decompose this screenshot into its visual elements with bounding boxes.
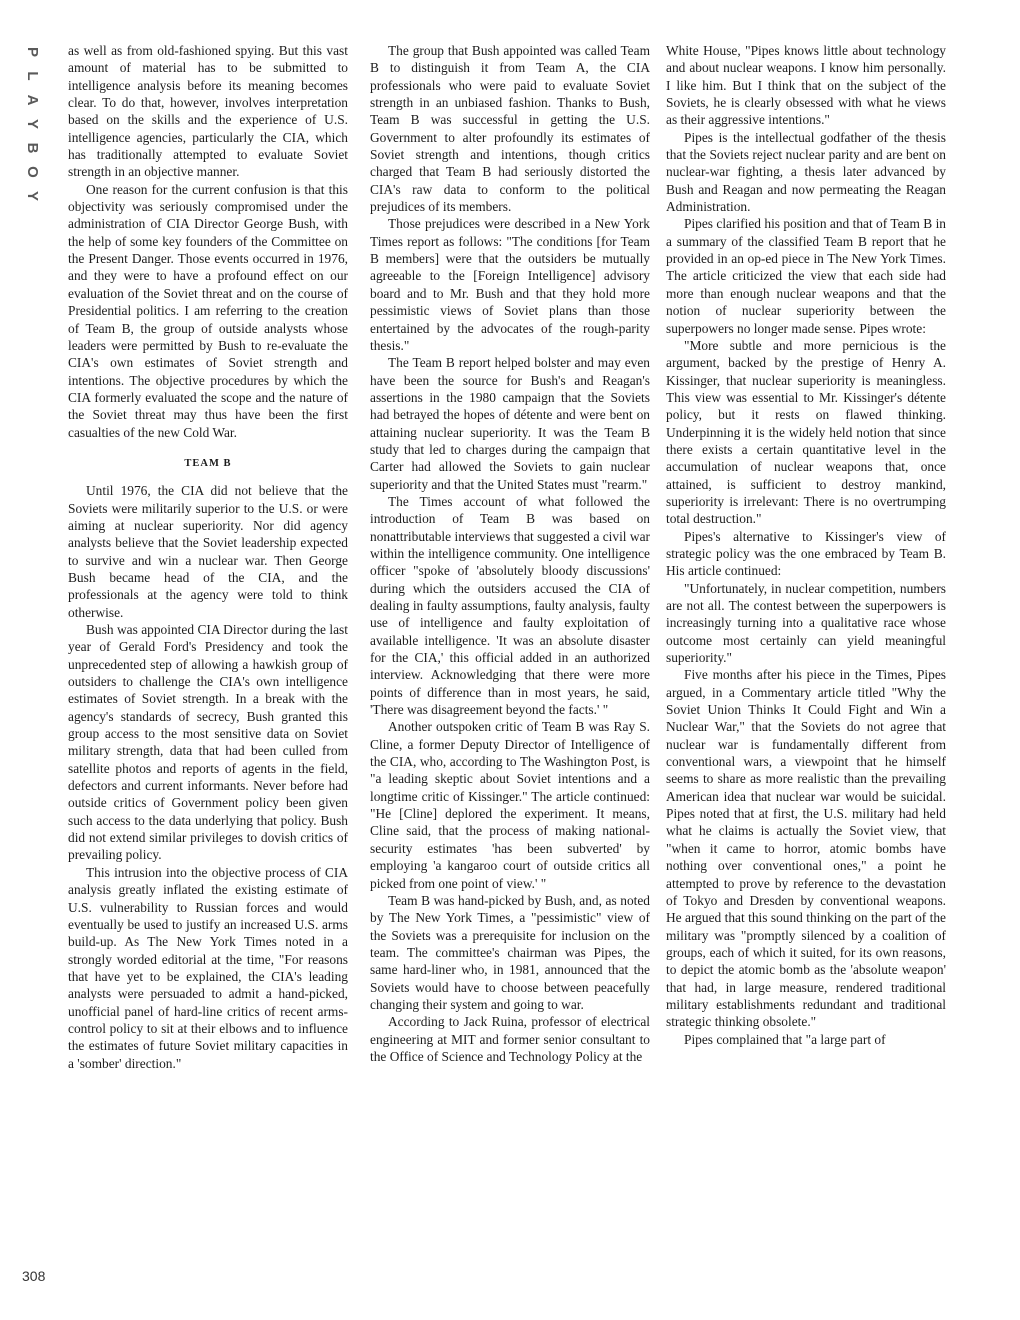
paragraph: "Unfortunately, in nuclear competition, numbers are not all. The contest between the superpowers is increasingly turning into a qualitative race whose outcome most certainly can yield meaningful superiority." xyxy=(666,580,946,666)
masthead-letter: Y xyxy=(24,118,41,129)
masthead-letter: P xyxy=(24,46,41,57)
paragraph: Those prejudices were described in a New York Times report as follows: "The conditions [for Team B members] were that the outsiders be mutually agreeable to the [Foreign Intelligence] advisory board and to Mr. Bush and that they hold more pessimistic views of Soviet plans than those entertained by the advocates of the rough-parity thesis." xyxy=(370,216,650,353)
masthead-letter: B xyxy=(24,142,41,154)
paragraph: According to Jack Ruina, professor of electrical engineering at MIT and former senior consultant to the Office of Science and Technology Policy at the xyxy=(370,1014,650,1064)
masthead-vertical xyxy=(20,40,44,208)
paragraph: "More subtle and more pernicious is the argument, backed by the prestige of Henry A. Kissinger, that nuclear superiority is meaningless. This view was essential to Mr. Kissinger's détente policy, but it rests on flawed thinking. Underpinning it is the widely held notion that since there exists a certain quantitative level in the accumulation of nuclear weapons that, once attained, is sufficient to destroy mankind, superiority is irrelevant: There is no overtrumping total destruction." xyxy=(666,337,946,527)
paragraph: White House, "Pipes knows little about technology and about nuclear weapons. I know him personally. I like him. But I think that on the subject of the Soviets, he is clearly obsessed with what he views as their aggressive intentions." xyxy=(666,43,946,128)
paragraph: Team B was hand-picked by Bush, and, as noted by The New York Times, a "pessimistic" view of the Soviets was a prerequisite for inclusion on the team. The committee's chairman was Pipes, the same hard-liner who, in 1981, announced that the Soviets would have to choose between peacefully changing their system and going to war. xyxy=(370,892,650,1012)
paragraph: Five months after his piece in the Times, Pipes argued, in a Commentary article titled "Why the Soviet Union Thinks It Could Fight and Win a Nuclear War," that the Soviets do not agree that nuclear war is fundamentally different from conventional wars, a viewpoint that he himself seems to share as more realistic than the prevailing American idea that nuclear war would be suicidal. Pipes noted that at first, the U.S. military had held what he claims is actually the Soviet view, that "when it came to horror, atomic bombs have nothing over conventional ones," a point he attempted to prove by reference to the devastation of Tokyo and Dresden by conventional weapons. He argued that this sound thinking on the part of the military was "promptly silenced by a coalition of groups, each of which it suited, for its own reasons, to depict the atomic bomb as the 'absolute weapon' that had, in large measure, rendered traditional military establishments redundant and traditional strategic thinking obsolete." xyxy=(666,667,946,1030)
paragraph: Until 1976, the CIA did not believe that the Soviets were militarily superior to the U.S. or were aiming at nuclear superiority. Nor did agency analysts believe that the Soviet leadership expected to survive and win a nuclear war. Then George Bush became head of the CIA, and the professionals at the agency were told to think otherwise. xyxy=(68,483,348,620)
masthead-letter: L xyxy=(24,71,41,81)
text-column-2 xyxy=(370,42,650,1292)
paragraph: This intrusion into the objective process of CIA analysis greatly inflated the existing estimate of U.S. vulnerability to Russian forces and would eventually be used to justify an increased U.S. arms build-up. As The New York Times noted in a strongly worded editorial at the time, "For reasons that have yet to be explained, the CIA's leading analysts were persuaded to admit a hand-picked, unofficial panel of hard-line critics of recent arms-control policy to sit at their elbows and to influence the estimates of future Soviet military capacities in a 'somber' direction." xyxy=(68,864,348,1071)
masthead-letter: Y xyxy=(24,190,41,201)
text-column-1 xyxy=(68,42,348,1292)
paragraph: One reason for the current confusion is that this objectivity was seriously compromised under the administration of CIA Director George Bush, with the help of some key founders of the Committee on the Present Danger. Those events occurred in 1976, and they were to have a profound effect on our evaluation of the Soviet threat and on the course of Presidential politics. I am referring to the creation of Team B, the group of outside analysts whose leaders were permitted by Bush to re-evaluate the CIA's own estimates of Soviet strength and intentions. The objective procedures by which the CIA formerly evaluated the scope and the nature of the Soviet threat may thus have been the first casualties of the new Cold War. xyxy=(68,181,348,440)
paragraph: Pipes clarified his position and that of Team B in a summary of the classified Team B report that he provided in an op-ed piece in The New York Times. The article criticized the view that each side had more than enough nuclear weapons and that the notion of nuclear superiority between the superpowers no longer made sense. Pipes wrote: xyxy=(666,216,946,336)
page-number: 308 xyxy=(22,1268,46,1284)
paragraph: The group that Bush appointed was called Team B to distinguish it from Team A, the CIA professionals who were paid to evaluate Soviet strength in an unbiased fashion. Thanks to Bush, Team B was successful in getting the U.S. Government to alter profoundly its estimates of Soviet strength and intentions, though critics charged that Team B had seriously distorted the CIA's raw data to conform to the political prejudices of its members. xyxy=(370,43,650,215)
paragraph: as well as from old-fashioned spying. But this vast amount of material has to be submitted to intelligence analysis before its meaning becomes clear. To do that, however, involves interpretation based on the skills and the experience of U.S. intelligence agencies, particularly the CIA, which has traditionally attempted to evaluate Soviet strength in an objective manner. xyxy=(68,43,348,180)
paragraph: Pipes complained that "a large part of xyxy=(684,1031,886,1047)
text-column-3 xyxy=(666,42,946,1292)
paragraph: Pipes is the intellectual godfather of the thesis that the Soviets reject nuclear parity and are bent on nuclear-war fighting, a thesis later advanced by Bush and Reagan and now permeating the Reagan Administration. xyxy=(666,129,946,215)
masthead-letter: O xyxy=(24,166,41,178)
paragraph: The Times account of what followed the introduction of Team B was based on nonattributable interviews that suggested a civil war within the intelligence community. One intelligence officer "spoke of 'absolutely bloody discussions' during which the outsiders accused the CIA of dealing in faulty assumptions, faulty analysis, faulty use of intelligence and faulty exploitation of available intelligence. 'It was an absolute disaster for the CIA,' this official added in an authorized interview. Acknowledging that there were more points of difference than in most years, he said, 'There was disagreement beyond the facts.' " xyxy=(370,493,650,718)
paragraph: Pipes's alternative to Kissinger's view of strategic policy was the one embraced by Team B. His article continued: xyxy=(666,528,946,579)
section-heading: TEAM B xyxy=(184,457,232,469)
masthead-letter: A xyxy=(24,94,41,106)
paragraph: Bush was appointed CIA Director during the last year of Gerald Ford's Presidency and took the unprecedented step of allowing a hawkish group of outsiders to challenge the CIA's own intelligence estimates of Soviet strength. In a break with the agency's standards of secrecy, Bush granted this group access to the most sensitive data on Soviet military strength, data that had been culled from satellite photos and reports of agents in the field, defectors and current informants. Never before had outside critics of Government policy been given such access to the data underlying that policy. Bush did not extend similar privileges to dovish critics of prevailing policy. xyxy=(68,622,348,863)
paragraph: Another outspoken critic of Team B was Ray S. Cline, a former Deputy Director of Intelligence of the CIA, who, according to The Washington Post, is "a leading skeptic about Soviet intentions and a longtime critic of Kissinger." The article continued: "He [Cline] deplored the experiment. It means, Cline said, that the process of making national-security estimates 'has been subverted' by employing 'a kangaroo court of outside critics all picked from one point of view.' " xyxy=(370,719,650,891)
paragraph: The Team B report helped bolster and may even have been the source for Bush's and Reagan's assertions in the 1980 campaign that the Soviets had betrayed the hopes of détente and were bent on attaining nuclear superiority. It was the Team B study that led to charges during the campaign that Carter had allowed the Soviets to gain nuclear superiority and that the United States must "rearm." xyxy=(370,355,650,492)
